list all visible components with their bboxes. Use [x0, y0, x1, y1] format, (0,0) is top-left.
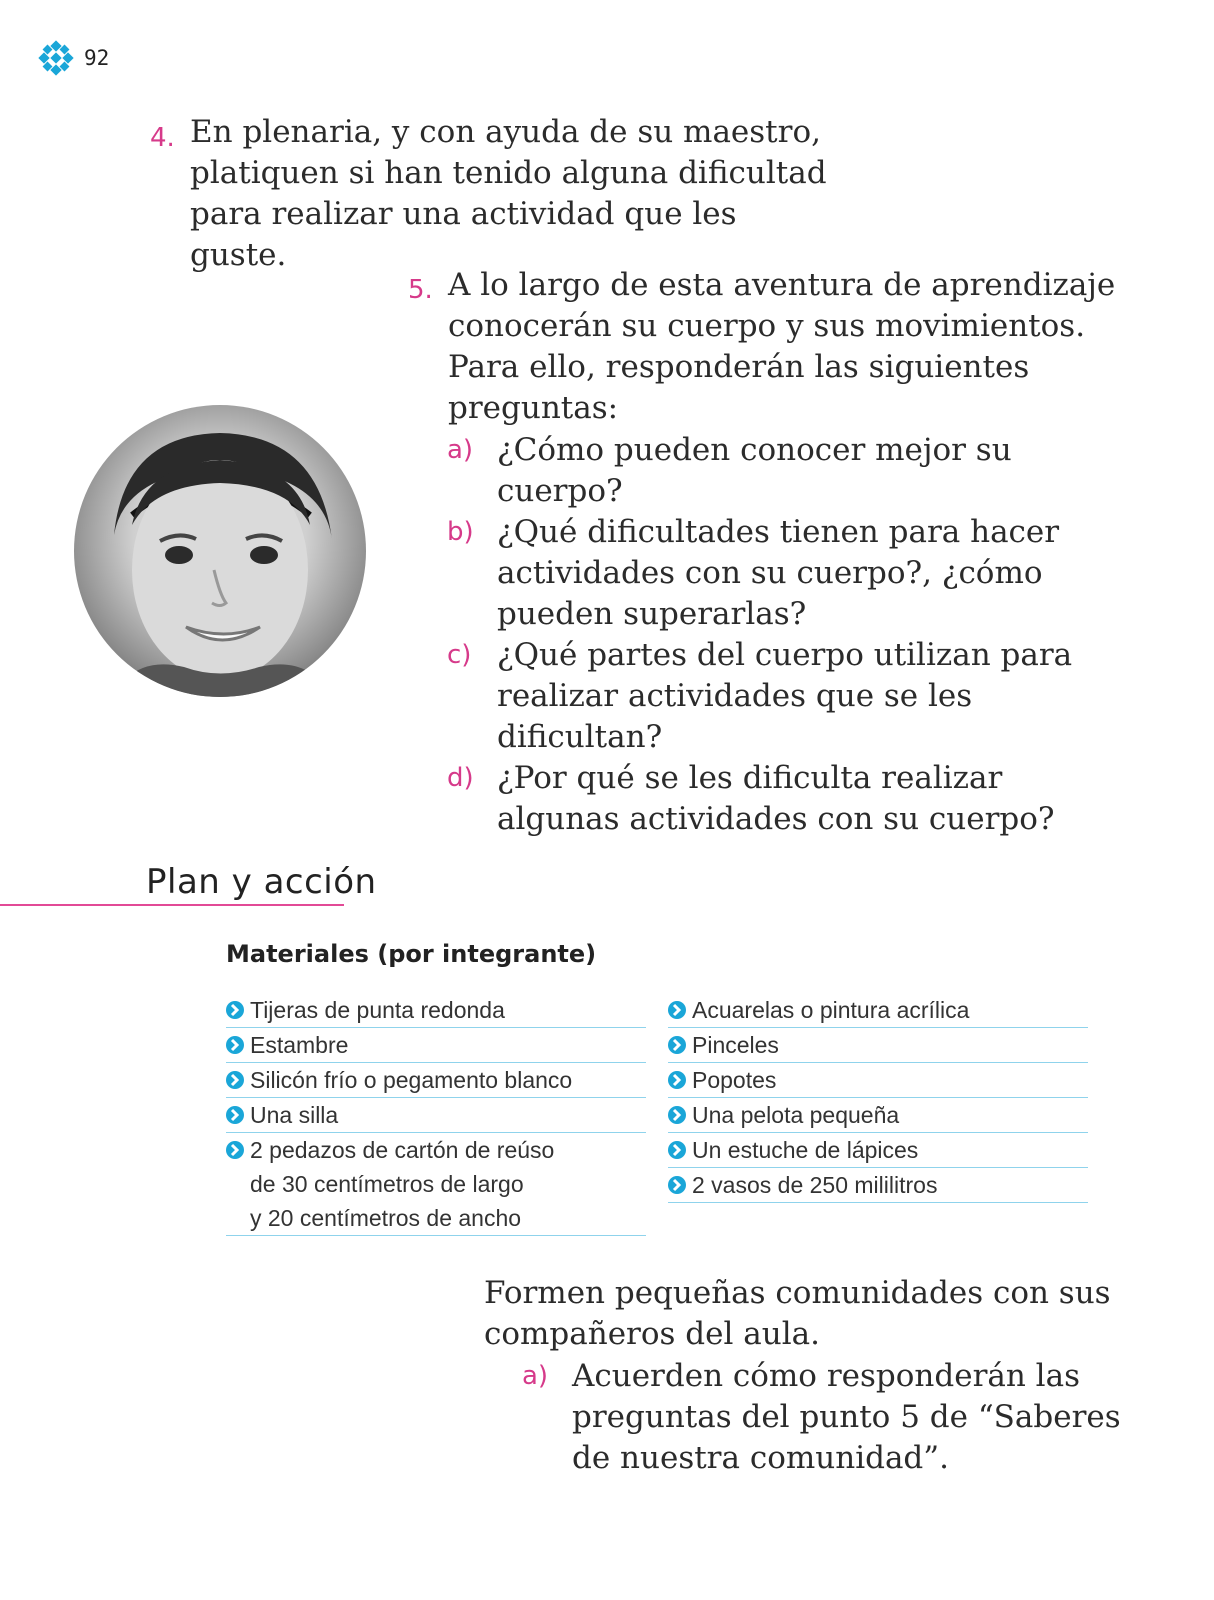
materials-list-left [226, 993, 646, 1236]
item-5-number: 5. [408, 275, 433, 305]
closing-list [522, 1356, 1142, 1479]
chevron-right-icon [668, 1001, 686, 1019]
material-item [668, 1133, 1088, 1168]
material-item [226, 1063, 646, 1098]
closing-item [522, 1356, 1142, 1479]
material-item [226, 1133, 646, 1236]
item-4-number: 4. [150, 123, 175, 153]
section-divider [0, 904, 344, 906]
question-text: ¿Qué dificultades tienen para hacer actividades con su cuerpo?, ¿cómo pueden superarlas? [497, 514, 1060, 632]
material-text: de 30 centímetros de largo [250, 1171, 524, 1197]
material-item [226, 1098, 646, 1133]
chevron-right-icon [226, 1141, 244, 1159]
snowflake-logo-icon [38, 40, 74, 76]
material-item [668, 993, 1088, 1028]
page-number: 92 [84, 46, 110, 70]
material-text: Una silla [250, 1102, 339, 1128]
question-text: ¿Cómo pueden conocer mejor su cuerpo? [497, 432, 1012, 509]
question-letter: b) [447, 517, 474, 547]
chevron-right-icon [668, 1071, 686, 1089]
closing-paragraph: Formen pequeñas comunidades con sus compañeros del aula. [484, 1275, 1111, 1352]
material-text: Un estuche de lápices [692, 1137, 919, 1163]
material-text: Una pelota pequeña [692, 1102, 900, 1128]
materials-title: Materiales (por integrante) [226, 940, 597, 968]
material-text: Tijeras de punta redonda [250, 997, 505, 1023]
material-item [668, 1168, 1088, 1203]
material-text: Estambre [250, 1032, 349, 1058]
question-item [447, 512, 1127, 635]
closing-letter: a) [522, 1361, 549, 1391]
chevron-right-icon [668, 1176, 686, 1194]
question-item [447, 430, 1127, 512]
material-item [226, 993, 646, 1028]
closing-item-text: Acuerden cómo responderán las preguntas del punto 5 de “Saberes de nuestra comunidad”. [572, 1358, 1121, 1476]
question-item [447, 758, 1127, 840]
question-list [447, 430, 1127, 840]
page-header [38, 40, 109, 76]
question-text: ¿Por qué se les dificulta realizar algunas actividades con su cuerpo? [497, 760, 1055, 837]
item-5-text: A lo largo de esta aventura de aprendizaje conocerán su cuerpo y sus movimientos. Para ello, responderán las siguientes preguntas: [448, 267, 1116, 426]
question-letter: a) [447, 435, 474, 465]
chevron-right-icon [226, 1036, 244, 1054]
child-portrait-photo [74, 405, 366, 697]
material-item [668, 1063, 1088, 1098]
chevron-right-icon [668, 1106, 686, 1124]
item-4-text: En plenaria, y con ayuda de su maestro, platiquen si han tenido alguna dificultad para realizar una actividad que les guste. [190, 114, 827, 273]
section-title: Plan y acción [146, 862, 377, 902]
material-text: Popotes [692, 1067, 777, 1093]
material-text: Pinceles [692, 1032, 779, 1058]
chevron-right-icon [226, 1106, 244, 1124]
question-text: ¿Qué partes del cuerpo utilizan para realizar actividades que se les dificultan? [497, 637, 1073, 755]
chevron-right-icon [226, 1001, 244, 1019]
material-text: 2 vasos de 250 mililitros [692, 1172, 938, 1198]
material-item [226, 1028, 646, 1063]
material-item [668, 1028, 1088, 1063]
material-text: Acuarelas o pintura acrílica [692, 997, 970, 1023]
question-item [447, 635, 1127, 758]
material-item [668, 1098, 1088, 1133]
chevron-right-icon [226, 1071, 244, 1089]
material-text: y 20 centímetros de ancho [250, 1205, 522, 1231]
chevron-right-icon [668, 1141, 686, 1159]
material-text: 2 pedazos de cartón de reúso [250, 1137, 555, 1163]
question-letter: c) [447, 640, 472, 670]
question-letter: d) [447, 763, 474, 793]
chevron-right-icon [668, 1036, 686, 1054]
materials-list-right [668, 993, 1088, 1203]
material-text: Silicón frío o pegamento blanco [250, 1067, 573, 1093]
